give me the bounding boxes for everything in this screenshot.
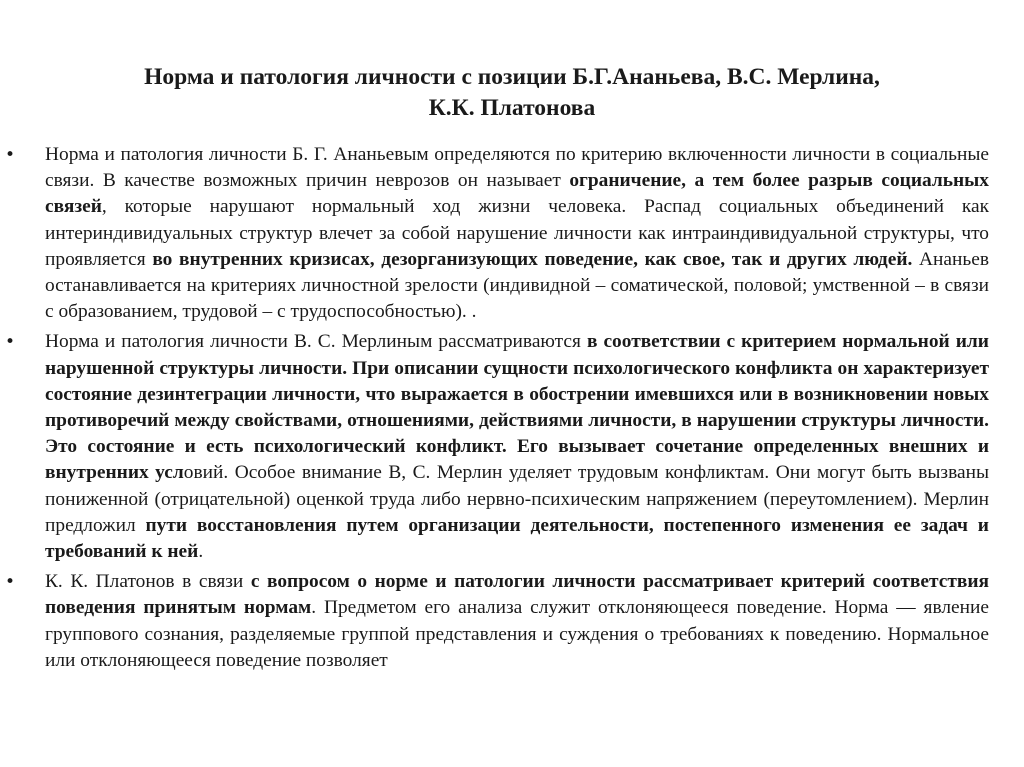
text-segment: Норма и патология личности Б. Г. Ананьевым определяются по критерию включенности личности в социальные связи. В качестве возможных причин неврозов он называет	[45, 144, 989, 192]
text-segment: Норма и патология личности В. С. Мерлиным рассматриваются	[45, 331, 587, 353]
bullet-icon: •	[5, 332, 16, 353]
text-segment: , которые нарушают нормальный ход жизни человека. Распад социальных объединений как интериндивидуальных структур влечет за собой нарушение личности как интраиндивидуальной структуры, что проявляется	[45, 196, 989, 270]
text-segment: овий. Особое внимание В, С. Мерлин уделяет трудовым конфликтам. Они могут быть вызваны пониженной (отрицательной) оценкой труда либо нервно-психическим напряжением (переутомлением). Мерлин предложил	[45, 462, 989, 536]
title-line-1: Норма и патология личности с позиции Б.Г.Ананьева, В.С. Мерлина,	[144, 64, 880, 90]
title-line-2: К.К. Платонова	[428, 95, 596, 121]
bold-segment: в соответствии с критерием нормальной или нарушенной структуры личности. При описании сущности психологического конфликта он характеризует состояние дезинтеграции личности, что выражается в обострении имевшихся или в возникновении новых противоречий между свойствами, отношениями, действиями личности, в нарушении структуры личности. Это состояние и есть психологический конфликт. Его вызывает сочетание определенных внешних и внутренних усл	[45, 331, 989, 484]
bullet-list	[0, 142, 1024, 678]
list-item	[0, 329, 1024, 565]
bullet-icon: •	[5, 572, 16, 593]
bold-segment: с вопросом о норме и патологии личности рассматривает критерий соответствия поведения принятым нормам	[45, 571, 989, 619]
bold-segment: ограничение, а тем более разрыв социальных связей	[45, 170, 989, 218]
text-segment: Ананьев останавливается на критериях личностной зрелости (индивидной – соматической, половой; умственной – в связи с образованием, трудовой – с трудоспособностью). .	[45, 248, 989, 323]
bold-segment: пути восстановления путем организации деятельности, постепенного изменения ее задач и требований к ней	[45, 514, 989, 563]
text-segment: К. К. Платонов в связи	[45, 571, 251, 593]
paragraph-merlin	[45, 329, 989, 565]
text-segment: . Предметом его анализа служит отклоняющееся поведение. Норма — явление группового сознания, разделяемые группой представления и суждения о требованиях к поведению. Нормальное или отклоняющееся поведение позволяет	[45, 597, 990, 671]
page-title	[0, 62, 1024, 124]
paragraph-platonov	[45, 569, 989, 674]
paragraph-ananiev	[45, 142, 989, 325]
text-segment: .	[198, 541, 204, 563]
bold-segment: во внутренних кризисах, дезорганизующих поведение, как свое, так и других людей.	[152, 248, 913, 270]
list-item	[0, 142, 1024, 325]
list-item	[0, 569, 1024, 674]
bullet-icon: •	[5, 145, 16, 165]
